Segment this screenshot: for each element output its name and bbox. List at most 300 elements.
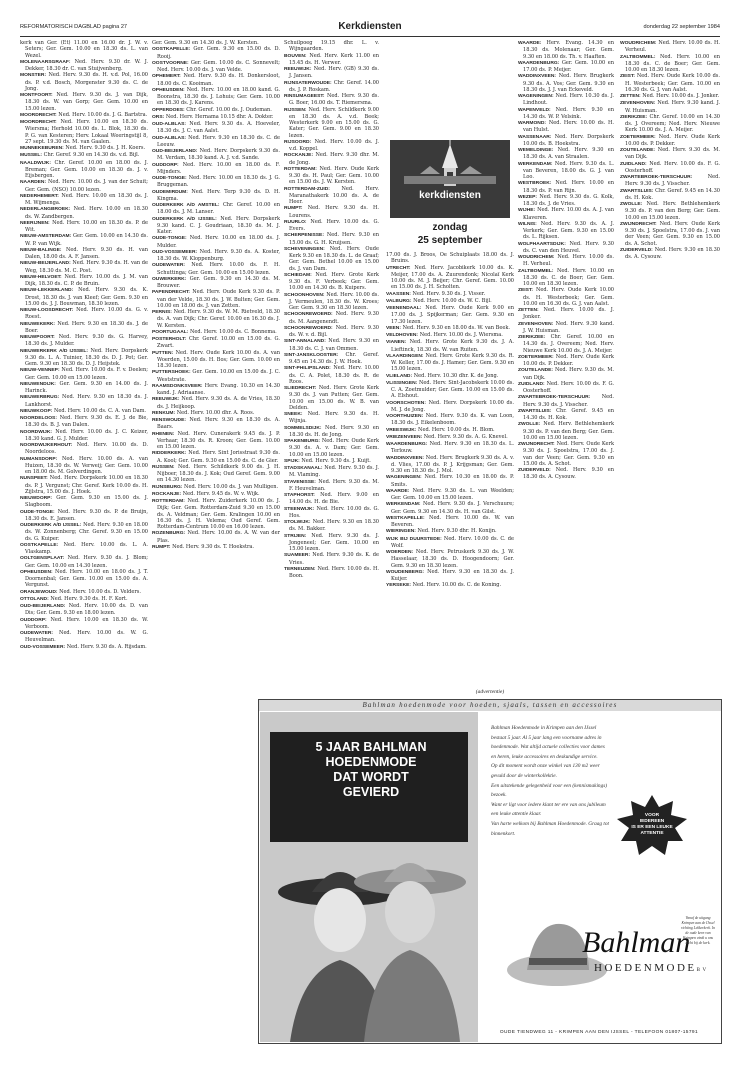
service-entry <box>386 298 514 305</box>
service-times: Ned. Herv. 9.30 ds. A. Koster, 18.30 ds. W. Kloppenburg. <box>157 248 280 262</box>
service-entry <box>620 114 720 134</box>
service-entry <box>620 174 720 188</box>
service-times: Ned. Herv. Hernama 10.15 dhr. A. Dokter. <box>165 113 274 120</box>
place-name: NIEUWERKERK A/D IJSSEL: <box>20 348 89 354</box>
service-times: Ned. Herv. 10.00 ds. J. Jonker. <box>523 307 614 321</box>
place-name: MONTFOORT: <box>20 93 53 98</box>
place-name: NIEUWEKERK: <box>20 321 56 327</box>
service-entry <box>152 383 280 397</box>
place-name: WAGENINGEN: <box>386 475 422 481</box>
place-name: WAGENINGEN: <box>518 94 554 99</box>
service-times: Ger. Gem. 9.30 en 14.30 ds. M. Brouwer. <box>157 275 280 289</box>
place-name: NIEUW-BALINGE: <box>20 247 62 253</box>
ad-body-text <box>491 724 611 839</box>
place-name: WAARDE: <box>386 488 410 494</box>
service-entry <box>284 533 379 553</box>
service-times: Ned. Herv. 10.00 ds. D. Velders. <box>59 588 141 595</box>
place-name: ZWOLLE: <box>620 202 643 207</box>
place-name: WERKENDAM: <box>518 161 553 167</box>
service-times: Ned. Herv. Oude Kerk 10.00 ds. P. Dekker. <box>523 353 614 367</box>
place-name: OUDDORP: <box>152 162 179 168</box>
service-times: Ned. Herv. 9.30 en 18.30 ds. H. de Jong. <box>289 424 379 438</box>
service-times: Ned. Herv. Oude Kerk 9.30 ds. J. Spoelstra, 17.00 ds. J. van der Veen; Ger. Gem. 9.30 en 15.00 ds. A. Schot. <box>625 220 720 247</box>
service-times: Ned. Herv. 9.30 ds. T. Hoekstra. <box>172 543 255 550</box>
service-times: Ned. Herv. 9.30 en 18.30 ds. A. Baars. <box>157 417 280 431</box>
service-entry <box>386 400 514 414</box>
place-name: OOLTGENSPLAAT: <box>20 556 65 562</box>
place-name: WIERINGEN: <box>386 529 416 535</box>
service-times: Ned. Herv. 9.30 ds. J. Verschuure; Ger. Gem. 9.30 en 14.30 ds. H. van Gilst. <box>391 501 514 515</box>
place-name: NIEUW-VENNEP: <box>20 368 60 374</box>
service-entry <box>284 385 379 411</box>
service-times: Ned. Herv. 9.30 ds. J. Blom; Ger. Gem. 10.00 en 14.30 lezen. <box>25 555 148 569</box>
service-entry <box>386 536 514 550</box>
place-name: WESTKAPELLE: <box>386 515 425 521</box>
place-name: VOORTHUIZEN: <box>386 414 424 419</box>
service-times: Chr. Geref. 9.30 en 14.30 ds. v.d. Bijl. <box>43 152 140 159</box>
place-name: OOSTVOORNE: <box>152 60 189 66</box>
service-entry <box>284 139 379 153</box>
place-name: ORANJEWOUD: <box>20 589 58 595</box>
service-times: Ger. Gem. 10.00 ds. C. Sonnevelt; Ned. Herv. 10.00 ds. J. van Velde. <box>157 59 280 73</box>
place-name: NOORDWIJKERHOUT: <box>20 443 73 448</box>
service-times: Ned. Herv. Oude Kerk 10.00 ds. P. Dekker. <box>625 133 720 147</box>
service-times: Ned. Herv. Petruskerk 9.30 ds. J. W. Hasselaar, 18.30 ds. D. Hoogendoorn; Ger. Gem. 9.30 en 18.30 lezen. <box>391 549 514 569</box>
service-entry <box>152 484 280 491</box>
service-entry <box>284 458 379 465</box>
service-times: Ned. Herv. 10.00 en 18.00 ds. J. T. Doornenbal; Ger. Gem. 10.00 en 15.00 ds. A. Vergunst. <box>25 568 148 589</box>
service-times: Ned. Herv. 10.00 en 18.00 kand. G. Boonstra, 18.30 ds. J. Lohuis; Ger. Gem. 10.00 en 18.30 ds. J. Karens. <box>157 86 280 107</box>
service-times: Ned. Herv. 10.00 en 18.30 ds. Wiersma; Herhold 10.00 ds. L. Blok, 18.30 ds. P. G. van Kesteren; Herv. Lokaal Weeringstijl 8, 27 sept. 19.30 ds. M. van Gaalen. <box>25 119 148 145</box>
advertisement-label: (advertentie) <box>475 689 505 695</box>
service-times: Chr. Geref. 10.00 en 18.00 ds. J. Breman; Ger. Gem. 10.00 en 18.30 ds. J. v. Eijsbergen. <box>25 159 148 179</box>
place-name: WAARDENBURG: <box>386 442 428 447</box>
service-times: Ned. Herv. 10.00 ds. G. v. Roest. <box>25 307 148 321</box>
place-name: WOUDENBERG: <box>386 569 425 575</box>
service-entry <box>20 160 148 180</box>
service-times: Ned. Herv. 10.00 ds. L. A. Vlaskamp. <box>25 541 148 555</box>
place-name: WOERDEN: <box>386 550 414 555</box>
place-name: OTTOLAND: <box>20 596 49 602</box>
service-times: Ned. Herv. 10.00 ds. J. Vermeulen, 18.30 ds. W. Kroes; Ger. Gem. 9.30 en 18.30 lezen. <box>289 291 379 311</box>
listing-column-6 <box>620 40 720 680</box>
place-name: ROZENBURG: <box>152 531 186 537</box>
place-name: REEUWIJK: <box>284 67 312 72</box>
place-name: NUNSPEET: <box>20 476 48 482</box>
place-name: ZALTBOMMEL: <box>620 54 656 60</box>
place-name: SINT-ANNALAND: <box>284 339 326 345</box>
place-name: NIEUW-LEKKERLAND: <box>20 288 74 294</box>
service-times: Ned. Herv. 9.30 en 18.30 ds. C. de Leeuw. <box>157 134 280 148</box>
service-times: Ger. Gem. 10.00 en 17.00 ds. P. Meijer. <box>523 59 614 73</box>
section-title: Kerkdiensten <box>338 21 402 32</box>
place-name: ZOETERMEER: <box>518 354 554 360</box>
service-times: Ned. Herv. 9.30 ds. M. Aangenendt. <box>289 311 379 325</box>
service-entry <box>20 415 148 429</box>
service-times: Ned. Herv. 10.00 ds. J. van der Schuit; Ger. Gem. (NSO) 10.00 lezen. <box>25 179 148 193</box>
service-entry <box>518 180 614 194</box>
place-name: TERNEUZEN: <box>284 566 316 572</box>
place-name: RUMPT: <box>152 544 171 550</box>
place-name: OOSTKAPELLE: <box>152 47 191 53</box>
service-entry <box>518 287 614 307</box>
place-name: MOORDRECHT: <box>20 112 57 118</box>
service-entry <box>20 287 148 307</box>
service-entry <box>284 411 379 425</box>
service-entry <box>620 221 720 247</box>
service-times: Ned. Herv. 10.00 ds. F. G. Oosterhoff. <box>523 380 614 394</box>
service-entry <box>152 450 280 464</box>
service-entry <box>620 188 720 202</box>
place-name: OUDERKERK A/D AMSTEL: <box>152 203 220 208</box>
service-entry <box>284 53 379 67</box>
service-times: Herv. Evang. 10.30 en 14.30 kand. J. Adriaanse. <box>157 382 280 396</box>
service-times: Ned. Herv. 10.00 ds. J. van Mulligen. <box>184 483 279 490</box>
service-times: Ned. Herv. Zuiderkerk 10.00 ds. J. Dijk; Ger. Gem. Rotterdam-Zuid 9.30 en 15.00 ds. A. Veldman; Ger. Gem. Kralingen 10.00 en 16.30 ds. J. H. Velema; Oud Geref. Gem. Rotterdam-Centrum 10.00 en 16.00 lezen. <box>157 498 280 530</box>
place-name: ROCKANJE: <box>284 153 314 159</box>
service-times: Ned. Herv. Terp 9.30 ds. D. H. Kingma. <box>157 188 280 202</box>
place-name: WOUDRICHEM: <box>620 41 657 46</box>
place-name: OUD-BEIJERLAND: <box>152 149 198 154</box>
service-times: Ned. Herv. Grote Kerk 9.30 ds. R. W. Keller, 17.00 ds. J. Hamer; Ger. Gem. 9.30 en 15.00 lezen. <box>391 352 514 373</box>
service-entry <box>518 60 614 74</box>
service-entry <box>284 232 379 246</box>
service-times: Ned. Herv. Oude Kerk 9.30 ds. A. v. Dam; Ger. Gem. 10.00 en 15.00 lezen. <box>289 438 379 458</box>
ad-tagline-strip: Bahlman hoedenmode voor hoeden, sjaals, tassen en accessoires <box>362 701 618 709</box>
place-name: NIEUW-AMSTERDAM: <box>20 234 72 240</box>
place-name: SCHOONHOVEN: <box>284 292 325 298</box>
service-times: Ned. Herv. 9.30 ds. A. de Vries, 18.30 ds. J. Heijkoop. <box>157 396 280 410</box>
place-name: VALBURG: <box>386 298 412 304</box>
place-name: VLAARDINGEN: <box>386 353 424 359</box>
service-entry <box>20 522 148 542</box>
service-entry <box>152 46 280 60</box>
service-entry <box>20 475 148 495</box>
service-entry <box>20 274 148 288</box>
service-entry <box>518 408 614 422</box>
service-entry <box>620 247 720 261</box>
service-times: Ned. Herv. Schildkerk 9.00 en 18.30 ds. A. v.d. Beek; Westerkerk 9.00 en 15.00 ds. G. Kater; Ger. Gem. 9.00 en 18.30 lezen. <box>289 106 379 139</box>
service-entry <box>620 161 720 175</box>
service-entry <box>518 134 614 148</box>
place-name: WIJK BIJ DUURSTEDE: <box>386 536 442 542</box>
service-times: Ned. Herv. 10.00 ds. C. A. Polet, 18.30 ds. R. de Roos. <box>289 365 379 385</box>
service-times: Ned. Herv. Oude Kerk 10.00 ds. A. van Woerden, 15.00 ds. H. Bos; Ger. Gem. 10.00 en 18.30 lezen. <box>157 349 280 369</box>
service-entry <box>518 241 614 255</box>
place-name: REEUWIJK: <box>152 397 180 403</box>
place-name: VRIEZENVEEN: <box>386 434 423 440</box>
ad-body-paragraph: Bahlman Hoedenmode in Krimpen aan den IJssel bestaat 5 jaar. Al 5 jaar lang een voorname adres in hoedenmode. Wat altijd actuele collecties voor dames en heren, leuke accessoires en deskundige service. <box>491 725 605 760</box>
service-times: Ned. Herv. 9.30 ds. H. Wijnja. <box>289 411 379 425</box>
service-times: Ger. Gem. 10.00 en 14.30 ds. W. P. van Wijk. <box>25 233 148 247</box>
place-name: RIDDERKERK: <box>152 451 187 457</box>
place-name: NIEUWERBRUG: <box>20 395 60 401</box>
place-name: STAVENISSE: <box>284 479 316 485</box>
service-times: Ned. Herv. 9.00 en 14.00 ds. H. de Bie. <box>289 492 379 506</box>
service-entry <box>20 152 148 159</box>
service-times: Ned. Herv. 10.00 ds. J. Jonker. <box>642 93 720 99</box>
ad-headline-line-2: HOEDENMODE <box>325 755 417 769</box>
service-times: kerk van Ger. (Et) 11.00 en 16.00 dr. J. W. v. Seters; Ger. Gem. 10.00 en 18.30 ds. L. van Wezel. <box>20 40 148 59</box>
service-entry <box>518 120 614 134</box>
place-name: MOORDRECHT: <box>20 120 57 125</box>
place-name: SPAKENBURG: <box>284 439 321 444</box>
place-name: RIJNSBURG: <box>152 484 183 490</box>
place-name: WOLPHAARTSDIJK: <box>518 241 566 247</box>
service-entry <box>386 332 514 339</box>
service-times: Chr. Geref. 10.00 en 14.30 ds. J. Overeem; Ned. Herv. Nieuwe Kerk 10.00 ds. J. A. Meijer. <box>625 113 720 134</box>
bahlman-bv: BV <box>696 968 709 973</box>
service-times: Ned. Herv. 9.30 ds. J. Kuijt. <box>301 457 371 464</box>
service-times: Ger. Gem. 9.30 en 15.00 ds. J. Slagboom. <box>25 495 148 509</box>
service-entry <box>20 321 148 335</box>
service-times: Chr. Geref. 10.00 en 18.00 ds. J. M. Lanser. <box>157 202 280 216</box>
service-times: Ned. Herv. 9.30 ds. M. van Dijk. <box>625 147 720 161</box>
place-name: OUD-VOSSEMEER: <box>152 249 198 255</box>
service-times: Ned. Herv. Maranathakerk 10.00 ds. A. de Heer. <box>289 185 379 205</box>
service-entry <box>284 492 379 506</box>
place-name: NIEUWPOORT: <box>20 335 55 340</box>
service-entry <box>284 107 379 139</box>
service-entry <box>20 442 148 456</box>
place-name: ZEIST: <box>518 288 533 294</box>
place-name: RENKUM: <box>152 410 176 416</box>
service-times: Ger. Gem. 9.30 en 14.00 ds. J. Harinck. <box>25 380 148 394</box>
place-name: MOLENAARSGRAAF: <box>20 59 71 65</box>
service-entry <box>386 441 514 455</box>
service-entry <box>20 119 148 145</box>
service-times: Ned. Herv. 9.30 en 18.30 ds. J. Kuijer. <box>391 568 514 582</box>
service-entry <box>20 644 148 651</box>
kerkdiensten-logo <box>390 140 510 250</box>
service-times: Ned. Herv. 9.30 ds. M. van Dijk. <box>523 367 614 381</box>
service-times: Ned. Herv. 9.30 ds. L. van Weelden; Ger. Gem. 10.00 en 15.00 lezen. <box>391 487 514 501</box>
service-times: Ned. Herv. 9.30 en 18.30 ds. A. Cysouw. <box>523 467 614 481</box>
listing-column-1 <box>20 40 148 1042</box>
service-times: Ned. Herv. 9.30 dr. W. J. Dekker, 18.30 dr. C. van Stuijvenberg. <box>25 58 148 72</box>
place-name: NIEUWDORP: <box>20 496 53 501</box>
place-name: VOORSCHOTEN: <box>386 400 426 406</box>
service-times: Ned. Herv. 10.00 ds. W. van Beveren. <box>391 514 514 528</box>
service-entry <box>386 427 514 434</box>
service-entry <box>152 464 280 484</box>
place-name: OUD-ALBLAS: <box>152 122 186 127</box>
place-name: ZEIST: <box>620 74 635 80</box>
service-entry <box>386 501 514 515</box>
service-entry <box>518 147 614 161</box>
service-times: Ned. Herv. 10.00 ds. H. Verheul. <box>523 254 614 268</box>
badge-line: VOOR <box>644 813 660 818</box>
place-name: OUDE-TONGE: <box>152 236 187 242</box>
service-entry <box>620 54 720 74</box>
service-times: Herv. Evang. 14.30 en 18.30 ds. Molenaar; Ger. Gem. 9.30 en 18.00 ds. Th. v. Haaften. <box>523 40 614 60</box>
place-name: MUNNEKEBUREN: <box>20 146 64 151</box>
service-entry <box>284 219 379 233</box>
place-name: OPHEMERT: <box>152 74 181 80</box>
place-name: PUTTERSHOEK: <box>152 370 191 376</box>
service-entry <box>518 194 614 208</box>
service-times: Ned. Herv. 10.00 ds. J. C. Keizer, 18.30 kand. G. J. Mulder. <box>25 428 148 442</box>
service-entry <box>20 509 148 523</box>
service-entry <box>386 305 514 325</box>
service-entry <box>386 582 514 589</box>
service-entry <box>152 249 280 263</box>
service-entry <box>20 589 148 596</box>
service-times: Ned. Herv. Cunerakerk 9.45 ds. J. P. Verhaar, 18.30 ds. R. Kroon; Ger. Gem. 10.00 en 15.00 lezen. <box>157 430 280 450</box>
place-name: ZWARTEBROEK-TERSCHUUR: <box>518 395 591 401</box>
service-entry <box>20 334 148 348</box>
service-times: Ned. Herv. 9.30 en 18.30 ds. A. Cysouw. <box>625 246 720 260</box>
service-times: Ned. Herv. Grote Kerk 9.30 ds. F. Verbeek; Ger. Gem. 10.00 en 14.30 ds. B. Kuipers. <box>289 271 379 292</box>
service-entry <box>284 40 379 53</box>
service-entry <box>518 73 614 93</box>
place-name: STOLWIJK: <box>284 520 311 525</box>
place-name: OUDEWATER: <box>20 631 54 636</box>
service-times: Ned. Herv. 9.30 ds. G. Kolk, 18.30 ds. J. de Vries. <box>523 193 614 207</box>
service-entry <box>620 147 720 161</box>
service-entry <box>20 381 148 395</box>
service-entry <box>386 380 514 400</box>
service-entry <box>284 365 379 385</box>
place-name: OPHEUSDEN: <box>20 569 53 575</box>
service-entry <box>152 235 280 249</box>
service-times: Ger. Gem. 9.30 en 14.30 ds. J. W. Kersten. <box>152 40 259 46</box>
service-entry <box>152 544 280 551</box>
place-name: ROCKANJE: <box>152 491 182 497</box>
service-entry <box>152 350 280 370</box>
service-times: Ned. Herv. Bethlehemkerk 9.30 ds. P. van den Berg; Ger. Gem. 10.00 en 15.00 lezen. <box>625 201 720 221</box>
place-name: OUDE-TONGE: <box>20 509 55 515</box>
service-times: Ned. Herv. Sint-Jacobskerk 10.00 ds. C. A. Zoetmulder; Ger. Gem. 10.00 en 15.00 ds. A. Elshout. <box>391 379 514 400</box>
place-name: ZETTEN: <box>518 308 539 313</box>
service-times: Ned. Herv. 10.00 ds. C. de Koning. <box>412 582 502 589</box>
service-times: Ned. Herv. 9.30 en 15.00 ds. G. H. Kruijsen. <box>289 232 379 246</box>
place-name: NIEUWENDIJK: <box>20 381 56 387</box>
service-times: Ned. Herv. 9.30 ds. H. van de Weg, 18.30 ds. M. C. Post. <box>25 260 148 274</box>
service-times: Ned. Herv. Schildkerk 9.00 ds. J. H. Nijboer, 18.30 ds. J. Kok; Oud Geref. Gem. 9.00 en 14.30 lezen. <box>157 463 280 484</box>
place-name: ZOETERMEER: <box>620 134 656 140</box>
service-times: Ned. Herv. 9.30 ds. A. G. Knevel. <box>423 433 508 440</box>
place-name: OUD-ALBLAS: <box>152 135 186 141</box>
place-name: NOORDWIJK: <box>20 429 53 435</box>
service-entry <box>20 630 148 644</box>
place-name: RHENEN: <box>152 431 175 437</box>
place-name: ZETTEN: <box>620 94 641 99</box>
service-entry <box>152 262 280 276</box>
service-times: Ned. Herv. 10.00 en 18.30 ds. W. Verboom. <box>25 616 148 630</box>
service-times: Chr. Geref. 10.00 en 14.30 ds. J. Overeem; Ned. Herv. Nieuwe Kerk 10.00 ds. J. A. Meijer. <box>523 334 614 354</box>
service-times: Ned. Herv. 9.30 dhr. M. de Jong. <box>289 152 379 166</box>
logo-day: zondag <box>432 222 468 233</box>
place-name: STEENWIJK: <box>284 506 315 512</box>
service-entry <box>152 148 280 162</box>
service-entry <box>284 506 379 520</box>
service-times: Chr. Geref. 9.45 en 14.30 ds. H. Kok. <box>523 407 614 421</box>
service-times: Ned. Herv. 10.00 ds. C. Bonnema. <box>190 328 277 335</box>
place-name: VIANEN: <box>386 340 407 346</box>
service-times: Ned. Herv. 9.30 ds. H. v.d. Pol, 16.00 ds. P. v.d. Bosch, Morgenster 9.30 ds. C. de Jong. <box>25 72 148 92</box>
service-times: Ned. Herv. Oude Kerk 9.30 ds. H. Paul; Ger. Gem. 10.00 en 15.00 ds. J. W. Kersten. <box>289 165 379 186</box>
service-entry <box>152 202 280 216</box>
service-times: Ned. Herv. 9.30 ds. A. J. Verkerk; Ger. Gem. 9.30 en 15.00 ds. L. Rijksen. <box>523 220 614 241</box>
service-times: Ned. Herv. 10.30 ds. J. Lindhout. <box>523 93 614 107</box>
service-entry <box>284 152 379 166</box>
place-name: OUDERKERK A/D IJSSEL: <box>152 216 217 222</box>
service-times: Chr. Geref. 9.45 en 14.30 ds. H. Kok. <box>625 187 720 201</box>
ad-address-footer: OUDE TIENDWEG 11 - KRIMPEN AAN DEN IJSSEL - TELEFOON 01807-15791 <box>499 1030 699 1035</box>
ad-body-paragraph: Een uitstekende gelegenheid voor een (kennismakings) bezoek. <box>491 782 608 799</box>
service-times: Ned. Herv. Dorpskerk 9.30 ds. M. Verdam, 18.30 kand. A. J. v.d. Sande. <box>157 148 280 162</box>
service-times: Ned. Herv. Dorpskerk 9.30 kand. C. J. Goudriaan, 18.30 ds. M. J. Kater. <box>157 215 280 235</box>
ad-body-paragraph: Want er ligt voor iedere klant ter ere van ons jubileum een leuke attentie klaar. <box>491 801 606 818</box>
service-times: Ned. Herv. Grote Kerk 9.30 ds. J. van Putten; Ger. Gem. 10.00 en 15.00 ds. W. B. van Delden. <box>289 385 379 411</box>
place-name: NAALDWIJK: <box>20 160 51 166</box>
service-times: Ned. Herv. 10.00 en 18.30 ds. J. M. Wijmenga. <box>25 192 148 206</box>
service-times: Ned. Herv. 10.00 ds. F. H. Schuttinga; Ger. Gem. 10.00 en 15.00 lezen. <box>157 262 280 276</box>
place-name: ORS: <box>152 114 165 120</box>
service-times: Ned. Herv. 9.30 ds. K. Drost, 18.30 ds. J. van Kleef; Ger. Gem. 9.30 en 15.00 ds. J. J. Bouwman, 18.30 lezen. <box>25 287 148 307</box>
place-name: WILNIS: <box>518 221 537 227</box>
service-times: Ned. Herv. 10.00 en 18.00 ds. J. Mulder. <box>157 235 280 249</box>
service-times: Ned. Herv. 10.00 ds. A. W. van der Plas. <box>157 530 280 544</box>
service-entry <box>152 276 280 290</box>
service-entry <box>386 339 514 353</box>
service-entry <box>20 193 148 207</box>
service-times: Ned. Herv. 10.30 dhr. K. de Jong. <box>413 372 499 379</box>
service-times: Ned. Herv. Grote Kerk 9.30 ds. J. A. Lieftinck, 18.30 ds. W. van Ruiten. <box>391 339 514 353</box>
service-entry <box>284 311 379 325</box>
listing-column-4 <box>386 252 514 680</box>
service-entry <box>284 205 379 219</box>
service-entry <box>386 434 514 441</box>
service-times: Ned. Herv. 10.00 en 18.30 ds. C. de Boer; Ger. Gem. 10.00 en 18.30 lezen. <box>523 267 614 287</box>
service-times: Ned. Herv. 9.30 en 18.30 ds. M. Bakker. <box>289 519 379 533</box>
service-times: Ned. Herv. 10.00 ds. C. de Wolf. <box>391 535 514 549</box>
service-entry <box>284 325 379 339</box>
ad-headline-line-4: GEVIERD <box>342 785 400 799</box>
service-times: Ned. Herv. Kerk 11.00 en 15.45 ds. H. Verwer. <box>289 52 379 66</box>
place-name: NIEUW-BEIJERLAND: <box>20 261 71 267</box>
service-entry <box>386 569 514 583</box>
place-name: SNEEK: <box>284 412 303 417</box>
service-entry <box>20 247 148 261</box>
service-times: Ned. Herv. 10.30 en 18.00 ds. P. Smits. <box>391 474 514 488</box>
place-name: ZWARTEBROEK-TERSCHUUR: <box>620 175 693 180</box>
place-name: POSTERHOLT: <box>152 337 187 342</box>
service-times: Ned. Herv. 9.30 ds. C. van den Heuvel. <box>523 240 614 254</box>
place-name: NIEUW-HELVOET: <box>20 274 62 280</box>
bahlman-advertisement <box>258 699 722 1044</box>
place-name: SCHEVENINGEN: <box>284 246 325 252</box>
place-name: ZWIJNDRECHT: <box>620 221 657 227</box>
bahlman-hoedenmode: HOEDENMODEBV <box>594 962 709 974</box>
service-entry <box>284 166 379 186</box>
service-times: Ned. Herv. 9.30 ds. H. van Dalen, 18.00 ds. A. F. Jansen. <box>25 246 148 260</box>
place-name: SPIJK: <box>284 458 300 464</box>
service-entry <box>152 410 280 417</box>
service-times: Ned. Herv. 10.00 ds. J. M. van Dijk, 18.30 ds. C. P. de Bruin. <box>25 273 148 287</box>
place-name: OUDERKERK A/D IJSSEL: <box>20 523 82 528</box>
service-entry <box>20 394 148 408</box>
service-times: Ned. Herv. 10.00 ds. H. Blom. <box>418 426 495 433</box>
service-entry <box>152 60 280 74</box>
service-entry <box>284 66 379 80</box>
service-times: Ned. Herv. Dorpskerk 10.00 ds. B. Hoekstra. <box>523 133 614 147</box>
place-name: YERSEKE: <box>386 583 412 589</box>
place-name: PUTTEN: <box>152 350 174 356</box>
service-times: Ned. Herv. 10.00 en 18.00 ds. F. Mijnders. <box>157 161 280 175</box>
service-times: Chr. Geref. 9.45 en 14.30 ds. J. W. Hoek. <box>289 351 379 365</box>
